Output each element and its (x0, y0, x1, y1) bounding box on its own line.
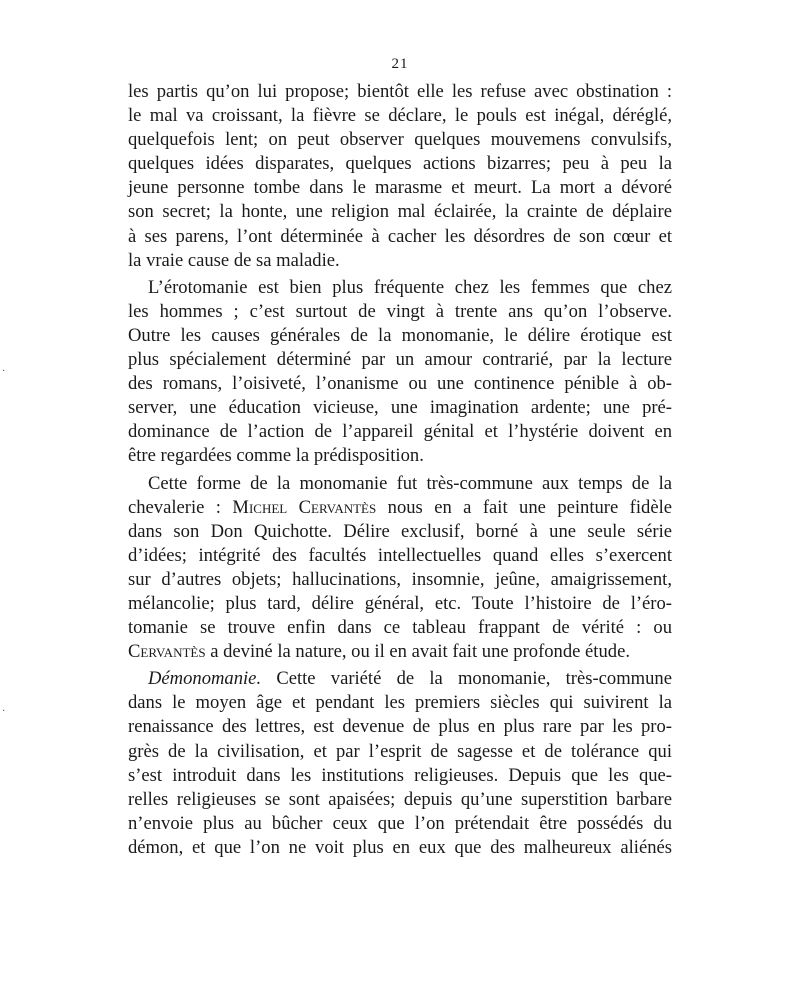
text-line: dans son Don Quichotte. Délire exclusif, borné à une seule série (128, 520, 672, 542)
paragraph-3 (128, 472, 672, 665)
text-line: d’idées; intégrité des facultés intellectuelles quand elles s’exercent (128, 544, 672, 566)
text-line: le mal va croissant, la fièvre se déclare, le pouls est inégal, déréglé, (128, 105, 672, 127)
section-term: Démonomanie. (148, 668, 262, 690)
text-line: Outre les causes générales de la monomanie, le délire érotique est (128, 324, 672, 346)
text-line: server, une éducation vicieuse, une imagination ardente; une pré- (128, 397, 672, 419)
paragraph-2 (128, 276, 672, 469)
author-name: Michel Cervantès (232, 496, 377, 518)
text-line: les hommes ; c’est surtout de vingt à trente ans qu’on l’observe. (128, 300, 672, 322)
text-line: Cette forme de la monomanie fut très-commune aux temps de la (148, 472, 672, 494)
text-line: quelquefois lent; on peut observer quelques mouvemens convulsifs, (128, 129, 672, 151)
text-line: L’érotomanie est bien plus fréquente chez les femmes que chez (148, 276, 672, 298)
margin-mark: · (2, 366, 6, 377)
page-number: 21 (391, 56, 409, 72)
body-text (128, 80, 672, 860)
text-line: tomanie se trouve enfin dans ce tableau frappant de vérité : ou (128, 617, 672, 639)
text-line: Cervantès a deviné la nature, ou il en avait fait une profonde étude. (128, 641, 630, 663)
text-line: démon, et que l’on ne voit plus en eux que des malheureux aliénés (128, 836, 672, 858)
text-line: des romans, l’oisiveté, l’onanisme ou une continence pénible à ob- (128, 373, 672, 395)
text-line: quelques idées disparates, quelques actions bizarres; peu à peu la (128, 153, 672, 175)
text-line: les partis qu’on lui propose; bientôt elle les refuse avec obstination : (128, 81, 672, 102)
text-line: n’envoie plus au bûcher ceux que l’on prétendait être possédés du (128, 812, 672, 834)
text-line: s’est introduit dans les institutions religieuses. Depuis que les que- (128, 764, 672, 786)
text-line: à ses parens, l’ont déterminée à cacher les désordres de son cœur et (128, 225, 672, 247)
author-name: Cervantès (128, 641, 206, 663)
text-line: relles religieuses se sont apaisées; depuis qu’une superstition barbare (128, 788, 672, 810)
text-line: dans le moyen âge et pendant les premiers siècles qui suivirent la (128, 692, 672, 714)
text-line: jeune personne tombe dans le marasme et meurt. La mort a dévoré (128, 177, 672, 199)
text-line: sur d’autres objets; hallucinations, insomnie, jeûne, amaigrissement, (128, 568, 672, 590)
paragraph-4 (128, 667, 672, 860)
text-line: son secret; la honte, une religion mal éclairée, la crainte de déplaire (128, 201, 672, 223)
margin-mark: · (2, 706, 6, 717)
text-line: chevalerie : Michel Cervantès nous en a fait une peinture fidèle (128, 496, 672, 518)
text-line: renaissance des lettres, est devenue de plus en plus rare par les pro- (128, 716, 672, 738)
text-line: mélancolie; plus tard, délire général, etc. Toute l’histoire de l’éro- (128, 592, 672, 614)
paragraph-1 (128, 80, 672, 273)
text-line: plus spécialement déterminé par un amour contrarié, par la lecture (128, 349, 672, 371)
text-line: la vraie cause de sa maladie. (128, 249, 340, 271)
text-line: Démonomanie. Cette variété de la monomanie, très-commune (148, 668, 672, 690)
text-line: dominance de l’action de l’appareil génital et l’hystérie doivent en (128, 421, 672, 443)
text-line: être regardées comme la prédisposition. (128, 445, 424, 467)
text-line: grès de la civilisation, et par l’esprit de sagesse et de tolérance qui (128, 740, 672, 762)
